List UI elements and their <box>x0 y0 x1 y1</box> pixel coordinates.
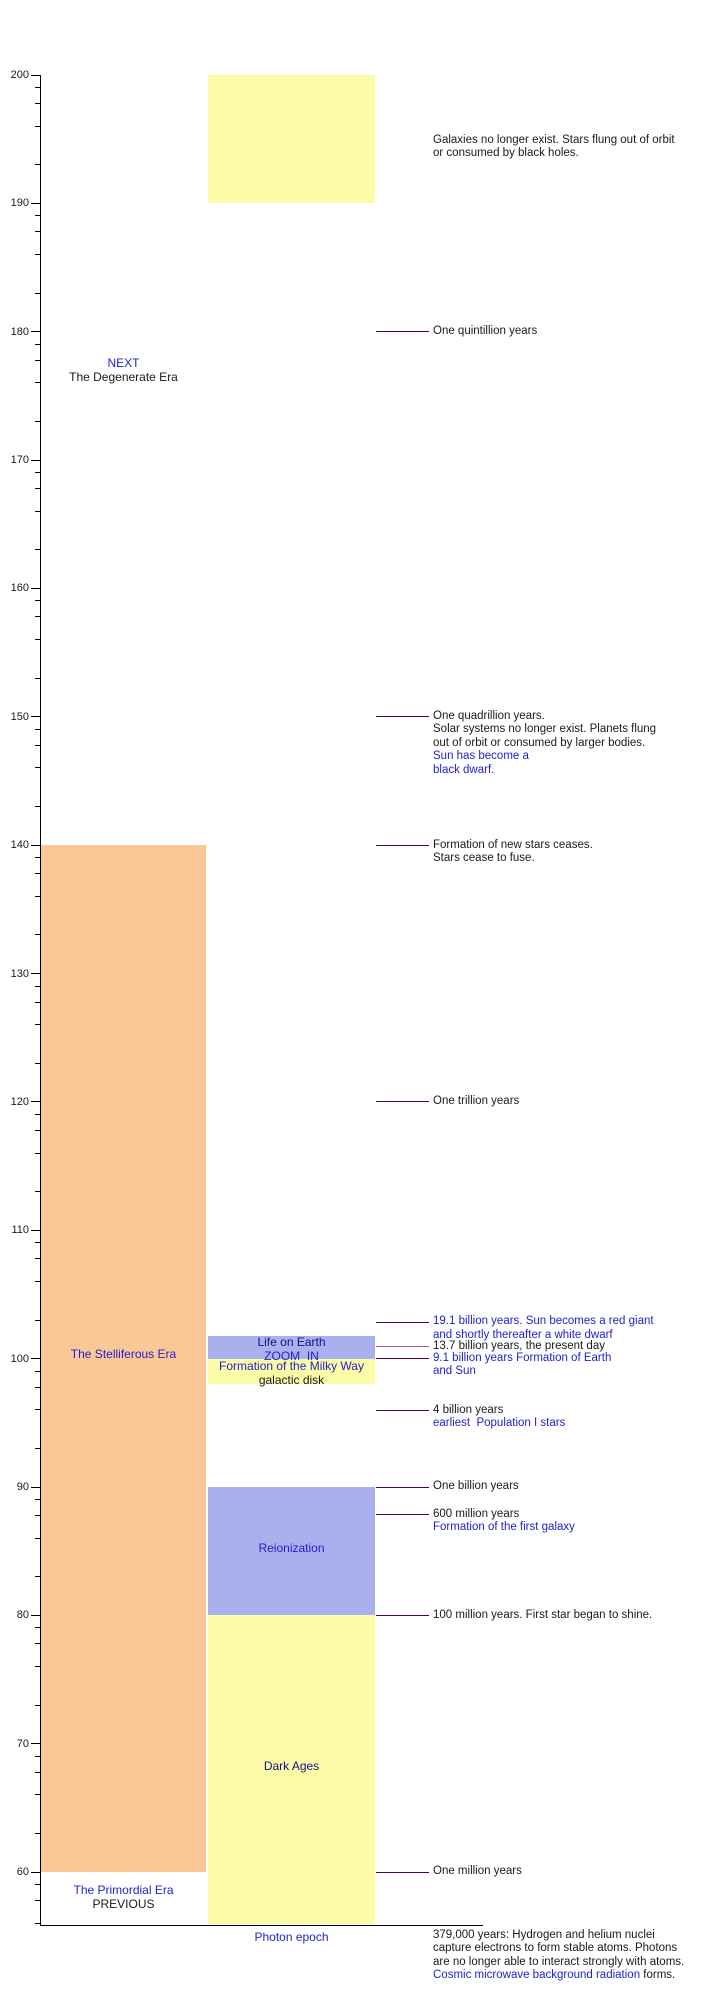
annotation-text: Stars cease to fuse. <box>433 851 535 864</box>
annotation-line <box>433 737 656 750</box>
annotation-text: 9.1 billion years Formation of Earth <box>433 1351 612 1364</box>
annotation-connector-line <box>376 716 429 717</box>
axis-minor-tick <box>35 511 40 512</box>
axis-tick-label: 60 <box>16 1866 29 1879</box>
primordial-era-label-text: PREVIOUS <box>92 1896 155 1911</box>
axis-major-tick <box>31 1872 40 1873</box>
axis-major-tick <box>31 203 40 204</box>
life-on-earth-label-text: ZOOM IN <box>264 1348 319 1363</box>
axis-minor-tick <box>35 1371 40 1372</box>
axis-major-tick <box>31 460 40 461</box>
primordial-era-label-line <box>41 1884 206 1898</box>
annotation-connector-line <box>376 1358 429 1359</box>
annotation-text: earliest Population I stars <box>433 1417 566 1430</box>
axis-minor-tick <box>35 934 40 935</box>
axis-minor-tick <box>35 873 40 874</box>
annotation-line <box>433 1521 575 1534</box>
next-era-label <box>41 357 206 384</box>
annotation-text: and Sun <box>433 1364 476 1377</box>
annotation-connector-line <box>376 1101 429 1102</box>
annotation-line <box>433 750 656 763</box>
annotation-text: 379,000 years: Hydrogen and helium nuclei <box>433 1928 655 1941</box>
axis-minor-tick <box>35 231 40 232</box>
axis-minor-tick <box>35 1515 40 1516</box>
milky-way-label-line <box>208 1374 375 1388</box>
annotation <box>433 1352 611 1379</box>
axis-minor-tick <box>35 126 40 127</box>
annotation-line <box>433 764 656 777</box>
annotation-text: One trillion years <box>433 1095 520 1108</box>
annotation-text: Formation of the first galaxy <box>433 1521 575 1534</box>
annotation-text: or consumed by black holes. <box>433 147 579 160</box>
annotation <box>433 1508 575 1535</box>
reionization-label-line <box>208 1542 375 1556</box>
stelliferous-era-label-line <box>41 1348 206 1362</box>
annotation-line <box>433 1095 519 1108</box>
axis-minor-tick <box>35 616 40 617</box>
annotation <box>433 1404 565 1431</box>
axis-tick-label: 190 <box>10 197 29 210</box>
axis-minor-tick <box>35 1627 40 1628</box>
annotation-line <box>433 839 593 852</box>
dark-ages-label <box>208 1760 375 1774</box>
annotation-line <box>433 1956 684 1969</box>
axis-major-tick <box>31 1358 40 1359</box>
axis-tick-label: 110 <box>11 1224 29 1237</box>
annotation-line <box>433 325 537 338</box>
axis-minor-tick <box>35 745 40 746</box>
annotation <box>433 839 593 866</box>
photon-epoch-label-line <box>208 1931 375 1945</box>
axis-minor-tick <box>35 1130 40 1131</box>
axis-minor-tick <box>35 678 40 679</box>
annotation-connector-line <box>376 331 429 332</box>
axis-minor-tick <box>35 1409 40 1410</box>
annotation-text: 13.7 billion years, the present day <box>433 1340 605 1353</box>
axis-minor-tick <box>35 1063 40 1064</box>
annotation-text: capture electrons to form stable atoms. Photons <box>433 1942 678 1955</box>
axis-minor-tick <box>35 164 40 165</box>
annotation-text: One million years <box>433 1865 522 1878</box>
axis-minor-tick <box>35 1387 40 1388</box>
annotation-text: Sun has become a <box>433 750 529 763</box>
axis-tick-label: 170 <box>10 454 29 467</box>
axis-tick-label: 130 <box>10 967 29 980</box>
annotation-line <box>433 1942 684 1955</box>
annotation-text: One quintillion years <box>433 325 538 338</box>
annotation-line <box>433 1969 684 1982</box>
axis-tick-label: 70 <box>16 1737 29 1750</box>
stelliferous-era-label-text: The Stelliferous Era <box>70 1347 177 1362</box>
next-era-label-line <box>41 357 206 371</box>
photon-epoch-label <box>208 1931 375 1945</box>
axis-major-tick <box>31 716 40 717</box>
primordial-era-label-line <box>41 1898 206 1912</box>
annotation-text: One quadrillion years. <box>433 710 545 723</box>
annotation-text: Cosmic microwave background radiation <box>433 1969 641 1982</box>
axis-minor-tick <box>35 1705 40 1706</box>
axis-minor-tick <box>35 1666 40 1667</box>
axis-minor-tick <box>35 1258 40 1259</box>
milky-way-label-text: galactic disk <box>258 1372 325 1387</box>
annotation <box>433 710 656 777</box>
primordial-era-label <box>41 1884 206 1911</box>
annotation <box>433 1929 684 1982</box>
annotation <box>433 325 537 338</box>
axis-minor-tick <box>35 1576 40 1577</box>
axis-major-tick <box>31 845 40 846</box>
annotation-connector-line <box>376 1410 429 1411</box>
axis-major-tick <box>31 1230 40 1231</box>
next-era-label-line <box>41 371 206 385</box>
axis-tick-label: 80 <box>16 1609 29 1622</box>
dark-ages-label-text: Dark Ages <box>263 1758 320 1773</box>
annotation-connector-line <box>376 1514 429 1515</box>
annotation-line <box>433 1404 565 1417</box>
dark-ages-label-line <box>208 1760 375 1774</box>
axis-tick-label: 90 <box>16 1481 29 1494</box>
annotation-text: black dwarf. <box>433 763 495 776</box>
stelliferous-era-label <box>41 1348 206 1362</box>
annotation-text: Solar systems no longer exist. Planets flung <box>433 723 657 736</box>
annotation <box>433 1095 519 1108</box>
next-era-label-text: NEXT <box>107 356 140 371</box>
axis-tick-label: 160 <box>10 582 29 595</box>
life-on-earth-label-text: Life on Earth <box>257 1335 326 1350</box>
annotation <box>433 1609 652 1622</box>
axis-tick-label: 180 <box>10 325 29 338</box>
annotation-connector-line <box>376 1615 429 1616</box>
axis-minor-tick <box>35 1448 40 1449</box>
axis-minor-tick <box>35 103 40 104</box>
annotation <box>433 1865 522 1878</box>
axis-tick-label: 200 <box>10 69 29 81</box>
annotation-line <box>433 1315 654 1328</box>
axis-minor-tick <box>35 382 40 383</box>
axis-minor-tick <box>35 472 40 473</box>
annotation-connector-line <box>376 1322 429 1323</box>
annotation-line <box>433 134 675 147</box>
axis-minor-tick <box>35 360 40 361</box>
axis-minor-tick <box>35 344 40 345</box>
annotation-text: One billion years <box>433 1480 519 1493</box>
axis-minor-tick <box>35 293 40 294</box>
axis-major-tick <box>31 331 40 332</box>
annotation-line <box>433 1929 684 1942</box>
axis-minor-tick <box>35 1884 40 1885</box>
axis-major-tick <box>31 75 40 76</box>
primordial-era-label-text: The Primordial Era <box>73 1883 174 1898</box>
axis-minor-tick <box>35 1191 40 1192</box>
annotation <box>433 1315 654 1342</box>
axis-minor-tick <box>35 1024 40 1025</box>
axis-minor-tick <box>35 1900 40 1901</box>
axis-tick-label: 120 <box>10 1095 29 1108</box>
axis-major-tick <box>31 1487 40 1488</box>
axis-minor-tick <box>35 600 40 601</box>
axis-minor-tick <box>35 1002 40 1003</box>
axis-tick-label: 100 <box>10 1352 29 1365</box>
annotation-line <box>433 1365 611 1378</box>
axis-minor-tick <box>35 1153 40 1154</box>
axis-minor-tick <box>35 1538 40 1539</box>
axis-minor-tick <box>35 857 40 858</box>
axis-minor-tick <box>35 986 40 987</box>
axis-minor-tick <box>35 488 40 489</box>
annotation-line <box>433 1352 611 1365</box>
annotation-line <box>433 723 656 736</box>
photon-epoch-label-text: Photon epoch <box>254 1930 329 1945</box>
annotation-connector-line <box>376 1487 429 1488</box>
annotation-line <box>433 1508 575 1521</box>
annotation-line <box>433 1609 652 1622</box>
axis-minor-tick <box>35 896 40 897</box>
annotation-text: 600 million years <box>433 1507 520 1520</box>
axis-minor-tick <box>35 1833 40 1834</box>
annotation-connector-line <box>376 845 429 846</box>
axis-minor-tick <box>35 87 40 88</box>
annotation <box>433 1480 519 1493</box>
life-on-earth-label-line <box>208 1336 375 1350</box>
axis-minor-tick <box>35 767 40 768</box>
milky-way-label-text: Formation of the Milky Way <box>219 1359 364 1374</box>
axis-minor-tick <box>35 1756 40 1757</box>
reionization-label <box>208 1542 375 1556</box>
axis-minor-tick <box>35 729 40 730</box>
annotation-text: Formation of new stars ceases. <box>433 838 593 851</box>
axis-minor-tick <box>35 549 40 550</box>
axis-major-tick <box>31 1101 40 1102</box>
axis-minor-tick <box>35 1643 40 1644</box>
axis-minor-tick <box>35 639 40 640</box>
annotation-connector-line <box>376 1346 429 1347</box>
axis-major-tick <box>31 1743 40 1744</box>
annotation-line <box>433 852 593 865</box>
x-axis-line <box>40 1925 483 1926</box>
axis-minor-tick <box>35 254 40 255</box>
milky-way-label <box>208 1360 375 1387</box>
axis-minor-tick <box>35 1499 40 1500</box>
annotation-line <box>433 147 675 160</box>
axis-major-tick <box>31 588 40 589</box>
annotation-connector-line <box>376 1872 429 1873</box>
annotation-text: and shortly thereafter a white dwarf <box>433 1328 613 1341</box>
axis-minor-tick <box>35 1281 40 1282</box>
annotation-line <box>433 1417 565 1430</box>
axis-major-tick <box>31 973 40 974</box>
annotation-text: are no longer able to interact strongly with atoms. <box>433 1955 685 1968</box>
annotation-text: out of orbit or consumed by larger bodies. <box>433 736 646 749</box>
next-era-label-text: The Degenerate Era <box>69 369 178 384</box>
annotation <box>433 134 675 161</box>
annotation-line <box>433 1865 522 1878</box>
axis-minor-tick <box>35 1114 40 1115</box>
axis-minor-tick <box>35 806 40 807</box>
annotation-text: forms. <box>640 1969 676 1982</box>
axis-minor-tick <box>35 1923 40 1924</box>
axis-tick-label: 140 <box>10 839 29 852</box>
annotation-line <box>433 710 656 723</box>
axis-minor-tick <box>35 1794 40 1795</box>
annotation-text: 4 billion years <box>433 1403 504 1416</box>
reionization-label-text: Reionization <box>258 1540 325 1555</box>
axis-minor-tick <box>35 1320 40 1321</box>
milky-way-label-line <box>208 1360 375 1374</box>
degenerate-era-zoom-block <box>208 75 375 203</box>
annotation-line <box>433 1480 519 1493</box>
axis-minor-tick <box>35 421 40 422</box>
axis-minor-tick <box>35 1772 40 1773</box>
annotation-text: Galaxies no longer exist. Stars flung out of orbit <box>433 133 675 146</box>
axis-tick-label: 150 <box>10 710 29 723</box>
axis-major-tick <box>31 1615 40 1616</box>
annotation-text: 100 million years. First star began to shine. <box>433 1608 653 1621</box>
axis-minor-tick <box>35 1242 40 1243</box>
axis-minor-tick <box>35 215 40 216</box>
annotation-text: 19.1 billion years. Sun becomes a red giant <box>433 1315 654 1328</box>
